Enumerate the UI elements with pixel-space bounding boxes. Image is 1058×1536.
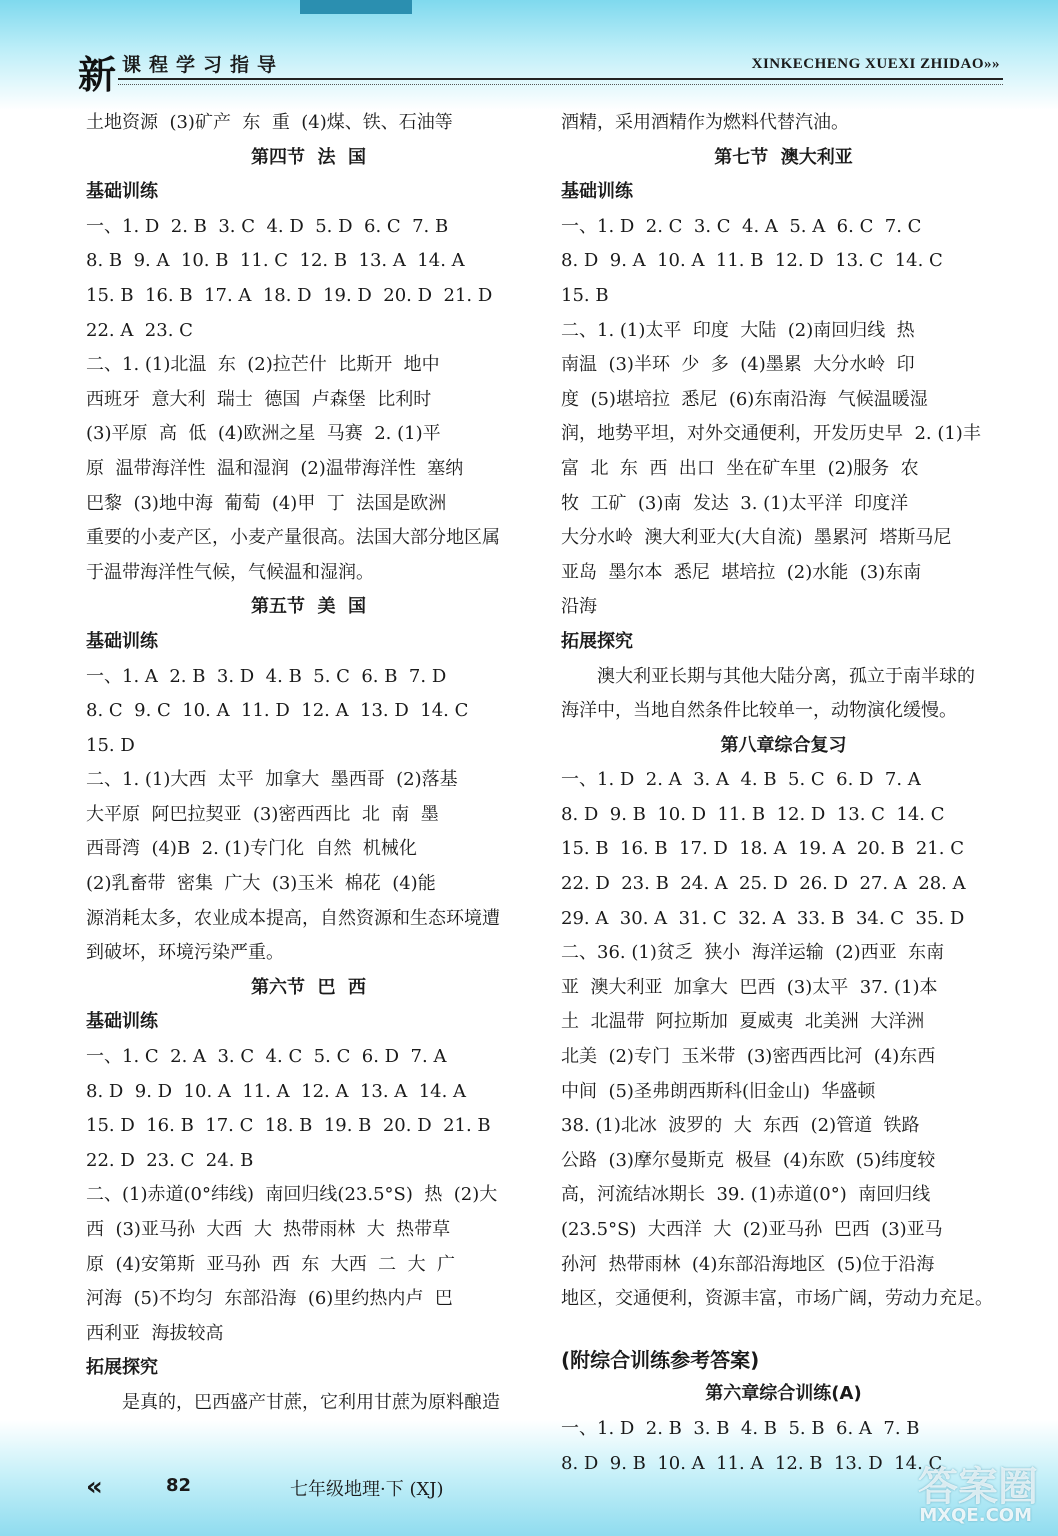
subsection-label: 基础训练 — [86, 181, 158, 203]
answer-line: 河海 (5)不均匀 东部沿海 (6)里约热内卢 巴 — [86, 1288, 453, 1310]
answer-line: 北美 (2)专门 玉米带 (3)密西西比河 (4)东西 — [561, 1046, 936, 1068]
answer-line: 高，河流结冰期长 39. (1)赤道(0°) 南回归线 — [561, 1184, 931, 1206]
answer-line: 8. D 9. A 10. A 11. B 12. D 13. C 14. C — [561, 250, 943, 272]
answer-line: 8. D 9. B 10. D 11. B 12. D 13. C 14. C — [561, 803, 945, 825]
header-title: 课程学习指导 — [122, 54, 285, 76]
left-column — [86, 106, 531, 1421]
answer-line: 15. D 16. B 17. C 18. B 19. B 20. D 21. B — [86, 1115, 491, 1137]
answer-line: 二、36. (1)贫乏 狭小 海洋运输 (2)西亚 东南 — [561, 942, 945, 964]
subsection-label: 基础训练 — [561, 181, 633, 203]
answer-line: (2)乳畜带 密集 广大 (3)玉米 棉花 (4)能 — [86, 873, 436, 895]
answer-line: 二、1. (1)北温 东 (2)拉芒什 比斯开 地中 — [86, 354, 440, 376]
answer-line: 公路 (3)摩尔曼斯克 极昼 (4)东欧 (5)纬度较 — [561, 1149, 936, 1171]
answer-line: 22. D 23. C 24. B — [86, 1149, 254, 1171]
answer-line: 源消耗太多，农业成本提高，自然资源和生态环境遭 — [86, 907, 500, 929]
answer-line: 一、1. D 2. B 3. B 4. B 5. B 6. A 7. B — [561, 1417, 920, 1439]
answer-line: 亚岛 墨尔本 悉尼 堪培拉 (2)水能 (3)东南 — [561, 561, 922, 583]
header-logo: 新 — [78, 53, 117, 97]
answer-line: 富 北 东 西 出口 坐在矿车里 (2)服务 农 — [561, 457, 919, 479]
answer-line: 一、1. D 2. A 3. A 4. B 5. C 6. D 7. A — [561, 769, 921, 791]
section-heading: 第四节 法 国 — [250, 146, 367, 168]
section-heading: 第八章综合复习 — [720, 734, 847, 756]
answer-line: (23.5°S) 大西洋 大 (2)亚马孙 巴西 (3)亚马 — [561, 1219, 943, 1240]
answer-line: 22. D 23. B 24. A 25. D 26. D 27. A 28. A — [561, 873, 966, 895]
answer-line: 西班牙 意大利 瑞士 德国 卢森堡 比利时 — [86, 388, 432, 410]
answer-line: 西 (3)亚马孙 大西 大 热带雨林 大 热带草 — [86, 1219, 451, 1240]
answer-line: 15. B 16. B 17. D 18. A 19. A 20. B 21. C — [561, 838, 964, 860]
answer-line: 一、1. D 2. C 3. C 4. A 5. A 6. C 7. C — [561, 215, 922, 237]
answer-line: 酒精，采用酒精作为燃料代替汽油。 — [561, 112, 849, 133]
answer-line: 于温带海洋性气候，气候温和湿润。 — [86, 561, 374, 583]
answer-line: 中间 (5)圣弗朗西斯科(旧金山) 华盛顿 — [561, 1080, 876, 1102]
answer-line: 大分水岭 澳大利亚大(大自流) 墨累河 塔斯马尼 — [561, 527, 952, 549]
answer-line: 西利亚 海拔较高 — [86, 1322, 224, 1344]
answer-line: 原 温带海洋性 温和湿润 (2)温带海洋性 塞纳 — [86, 457, 464, 479]
section-heading: 第七节 澳大利亚 — [714, 146, 853, 168]
answer-line: 润，地势平坦，对外交通便利，开发历史早 2. (1)丰 — [561, 423, 981, 445]
answer-line: 地区，交通便利，资源丰富，市场广阔，劳动力充足。 — [561, 1288, 993, 1310]
answer-line: 15. D — [86, 734, 135, 756]
answer-line: 西哥湾 (4)B 2. (1)专门化 自然 机械化 — [86, 838, 417, 860]
answer-line: 一、1. C 2. A 3. C 4. C 5. C 6. D 7. A — [86, 1046, 447, 1068]
section-heading: 第五节 美 国 — [250, 596, 367, 618]
footer-arrows-icon: « — [86, 1472, 103, 1502]
answer-line: 二、(1)赤道(0°纬线) 南回归线(23.5°S) 热 (2)大 — [86, 1184, 498, 1206]
answer-line: 29. A 30. A 31. C 32. A 33. B 34. C 35. D — [561, 907, 965, 929]
subsection-label: 基础训练 — [86, 1011, 158, 1033]
paragraph-line: 是真的，巴西盛产甘蔗，它利用甘蔗为原料酿造 — [122, 1391, 500, 1413]
subsection-label: 拓展探究 — [561, 630, 633, 652]
answer-line: 南温 (3)半环 少 多 (4)墨累 大分水岭 印 — [561, 354, 915, 376]
page-number: 82 — [166, 1475, 192, 1496]
answer-line: 22. A 23. C — [86, 319, 193, 341]
answer-line: 海洋中，当地自然条件比较单一，动物演化缓慢。 — [561, 700, 957, 722]
book-label: 七年级地理·下 (XJ) — [290, 1479, 444, 1500]
answer-line: 8. B 9. A 10. B 11. C 12. B 13. A 14. A — [86, 250, 465, 272]
answer-line: 巴黎 (3)地中海 葡萄 (4)甲 丁 法国是欧洲 — [86, 492, 447, 514]
right-column — [561, 106, 1006, 1481]
answer-line: 8. D 9. B 10. A 11. A 12. B 13. D 14. C — [561, 1452, 943, 1474]
section-heading: 第六节 巴 西 — [250, 976, 367, 998]
paragraph-line: 澳大利亚长期与其他大陆分离，孤立于南半球的 — [597, 665, 975, 687]
header-dotted-rule — [118, 84, 1003, 85]
answer-line: 15. B — [561, 284, 609, 306]
answer-line: 土 北温带 阿拉斯加 夏威夷 北美洲 大洋洲 — [561, 1011, 925, 1033]
watermark-logo: 答案圈 — [918, 1464, 1038, 1510]
answer-line: 一、1. D 2. B 3. C 4. D 5. D 6. C 7. B — [86, 215, 449, 237]
answer-line: 孙河 热带雨林 (4)东部沿海地区 (5)位于沿海 — [561, 1253, 935, 1275]
watermark-url: MXQE.COM — [919, 1505, 1032, 1526]
answer-line: 土地资源 (3)矿产 东 重 (4)煤、铁、石油等 — [86, 112, 453, 133]
answer-line: 8. C 9. C 10. A 11. D 12. A 13. D 14. C — [86, 700, 469, 722]
answer-line: 38. (1)北冰 波罗的 大 东西 (2)管道 铁路 — [561, 1115, 920, 1137]
header-rule — [118, 78, 1003, 80]
answer-line: 8. D 9. D 10. A 11. A 12. A 13. A 14. A — [86, 1080, 467, 1102]
answer-line: 二、1. (1)太平 印度 大陆 (2)南回归线 热 — [561, 319, 915, 341]
answer-line: 重要的小麦产区，小麦产量很高。法国大部分地区属 — [86, 527, 500, 549]
appendix-heading: (附综合训练参考答案) — [561, 1347, 760, 1372]
answer-line: 二、1. (1)大西 太平 加拿大 墨西哥 (2)落基 — [86, 769, 458, 791]
answer-line: 一、1. A 2. B 3. D 4. B 5. C 6. B 7. D — [86, 665, 447, 687]
section-heading: 第六章综合训练(A) — [705, 1383, 862, 1405]
answer-line: 大平原 阿巴拉契亚 (3)密西西比 北 南 墨 — [86, 803, 439, 825]
answer-line: 沿海 — [561, 596, 597, 618]
subsection-label: 基础训练 — [86, 630, 158, 652]
subsection-label: 拓展探究 — [86, 1357, 158, 1379]
answer-line: 原 (4)安第斯 亚马孙 西 东 大西 二 大 广 — [86, 1253, 456, 1275]
answer-line: 15. B 16. B 17. A 18. D 19. D 20. D 21. D — [86, 284, 493, 306]
answer-line: 到破坏，环境污染严重。 — [86, 942, 284, 964]
answer-line: 牧 工矿 (3)南 发达 3. (1)太平洋 印度洋 — [561, 492, 909, 514]
header-pinyin-title: XINKECHENG XUEXI ZHIDAO»» — [751, 56, 1000, 72]
answer-line: 度 (5)堪培拉 悉尼 (6)东南沿海 气候温暖湿 — [561, 388, 928, 410]
answer-line: (3)平原 高 低 (4)欧洲之星 马赛 2. (1)平 — [86, 423, 441, 445]
answer-line: 亚 澳大利亚 加拿大 巴西 (3)太平 37. (1)本 — [561, 976, 938, 998]
